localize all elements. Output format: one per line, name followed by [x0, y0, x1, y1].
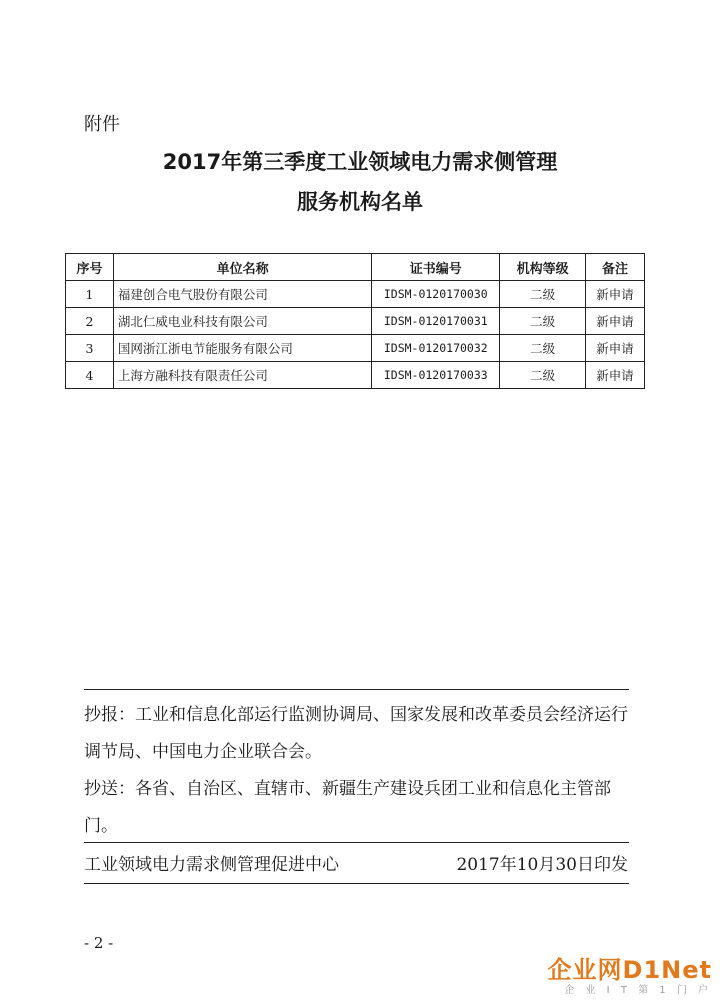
cell-note: 新申请: [586, 335, 645, 362]
cell-note: 新申请: [586, 308, 645, 335]
cell-grade: 二级: [500, 335, 586, 362]
cell-grade: 二级: [500, 362, 586, 389]
cell-cert: IDSM-0120170033: [372, 362, 500, 389]
watermark-tagline: 企 业 I T 第 1 门 户: [564, 985, 712, 996]
document-title-line2: 服务机构名单: [297, 190, 423, 214]
header-no: 序号: [66, 254, 114, 281]
table-row: [66, 362, 645, 389]
header-grade: 机构等级: [500, 254, 586, 281]
table-row: [66, 335, 645, 362]
table-header-row: [66, 254, 645, 281]
cell-no: 4: [66, 362, 114, 389]
table-row: [66, 281, 645, 308]
document-title-line1: 2017年第三季度工业领域电力需求侧管理: [162, 150, 558, 174]
service-agency-table: [65, 253, 645, 389]
cell-cert: IDSM-0120170031: [372, 308, 500, 335]
cell-name: 国网浙江浙电节能服务有限公司: [113, 335, 371, 362]
cell-no: 3: [66, 335, 114, 362]
divider-top: [84, 689, 629, 690]
cell-grade: 二级: [500, 308, 586, 335]
header-cert: 证书编号: [372, 254, 500, 281]
issue-date: 2017年10月30日印发: [456, 855, 628, 875]
cell-name: 福建创合电气股份有限公司: [113, 281, 371, 308]
cell-note: 新申请: [586, 281, 645, 308]
table-row: [66, 308, 645, 335]
divider-middle: [84, 842, 629, 843]
cell-cert: IDSM-0120170030: [372, 281, 500, 308]
cell-no: 1: [66, 281, 114, 308]
watermark: [522, 956, 712, 998]
issuer-name: 工业领域电力需求侧管理促进中心: [84, 855, 339, 875]
cell-note: 新申请: [586, 362, 645, 389]
cell-no: 2: [66, 308, 114, 335]
cell-name: 湖北仁威电业科技有限公司: [113, 308, 371, 335]
header-note: 备注: [586, 254, 645, 281]
header-name: 单位名称: [113, 254, 371, 281]
cell-name: 上海方融科技有限责任公司: [113, 362, 371, 389]
attachment-label: 附件: [84, 114, 120, 135]
cc-report-paragraph: 抄报：工业和信息化部运行监测协调局、国家发展和改革委员会经济运行调节局、中国电力企业联合会。: [84, 705, 628, 762]
cell-cert: IDSM-0120170032: [372, 335, 500, 362]
page-number: - 2 -: [84, 934, 114, 952]
cc-send-paragraph: 抄送：各省、自治区、直辖市、新疆生产建设兵团工业和信息化主管部门。: [84, 779, 611, 836]
watermark-logo: 企业网D1Net: [547, 956, 712, 984]
divider-bottom: [84, 883, 629, 884]
cell-grade: 二级: [500, 281, 586, 308]
